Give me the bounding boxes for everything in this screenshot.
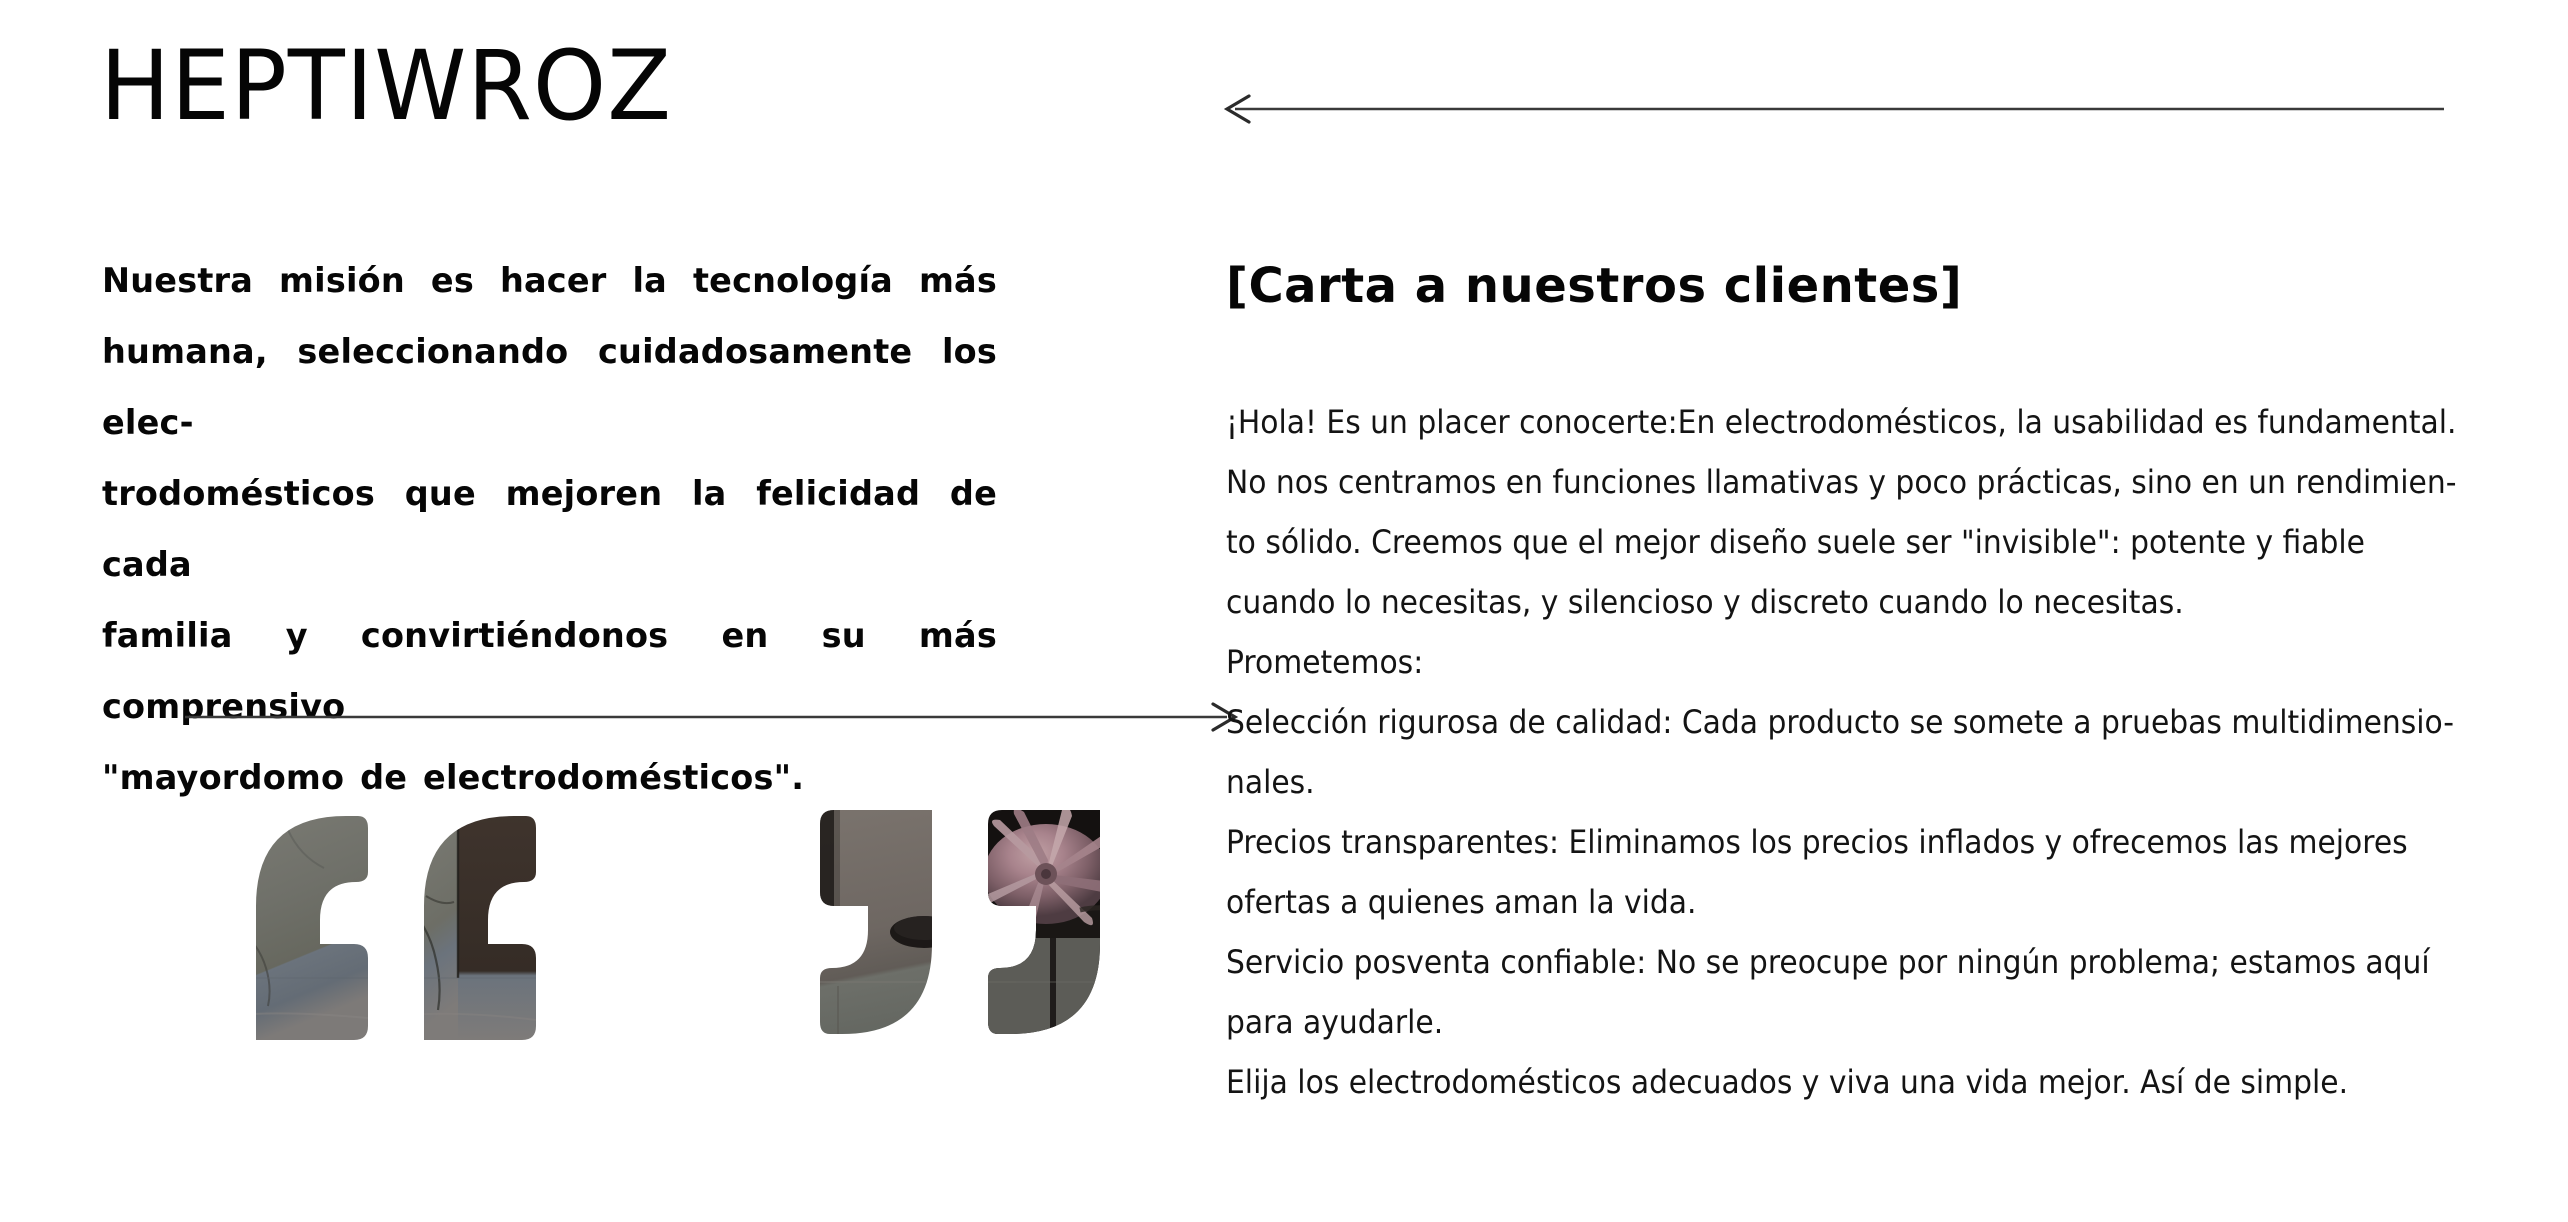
letter-line: Elija los electrodomésticos adecuados y viva una vida mejor. Así de simple. — [1226, 1063, 2349, 1101]
closing-quotation-mark — [820, 810, 1130, 1040]
letter-line: ¡Hola! Es un placer conocerte:En electrodomésticos, la usabilidad es fundamental. — [1226, 403, 2457, 441]
mission-line: Nuestra misión es hacer la tecnología más — [102, 261, 997, 300]
letter-line: Prometemos: — [1226, 643, 1424, 681]
letter-heading: [Carta a nuestros clientes] — [1226, 258, 1963, 314]
letter-line: para ayudarle. — [1226, 1003, 1444, 1041]
left-column — [100, 0, 1160, 1222]
quote-glyph-open-right — [396, 810, 536, 1040]
letter-line: cuando lo necesitas, y silencioso y discreto cuando lo necesitas. — [1226, 583, 2184, 621]
right-column — [1222, 0, 2472, 1222]
divider-arrow-left — [1222, 92, 2444, 126]
quote-glyph-close-left — [820, 810, 960, 1040]
letter-line: Servicio posventa confiable: No se preocupe por ningún problema; estamos aquí — [1226, 943, 2430, 981]
opening-quotation-mark — [228, 810, 538, 1040]
decorative-quotation-marks — [228, 810, 1148, 1040]
letter-line: to sólido. Creemos que el mejor diseño suele ser "invisible": potente y fiable — [1226, 523, 2365, 561]
letter-line: No nos centramos en funciones llamativas y poco prácticas, sino en un rendimien- — [1226, 463, 2457, 501]
divider-arrow-right — [185, 700, 1240, 734]
mission-line: familia y convirtiéndonos en su más comprensivo — [102, 616, 997, 726]
page-title: HEPTIWROZ — [100, 30, 672, 142]
mission-line: humana, seleccionando cuidadosamente los elec- — [102, 332, 997, 442]
letter-line: Selección rigurosa de calidad: Cada producto se somete a pruebas multidimensio- — [1226, 703, 2455, 741]
letter-line: ofertas a quienes aman la vida. — [1226, 883, 1697, 921]
letter-body — [1226, 392, 2457, 1112]
letter-line: Precios transparentes: Eliminamos los precios inflados y ofrecemos las mejores — [1226, 823, 2408, 861]
letter-line: nales. — [1226, 763, 1315, 801]
quote-glyph-open-left — [228, 810, 368, 1040]
quote-glyph-close-right — [988, 810, 1128, 1040]
mission-line: trodomésticos que mejoren la felicidad de cada — [102, 474, 997, 584]
mission-line: "mayordomo de electrodomésticos". — [102, 758, 805, 797]
